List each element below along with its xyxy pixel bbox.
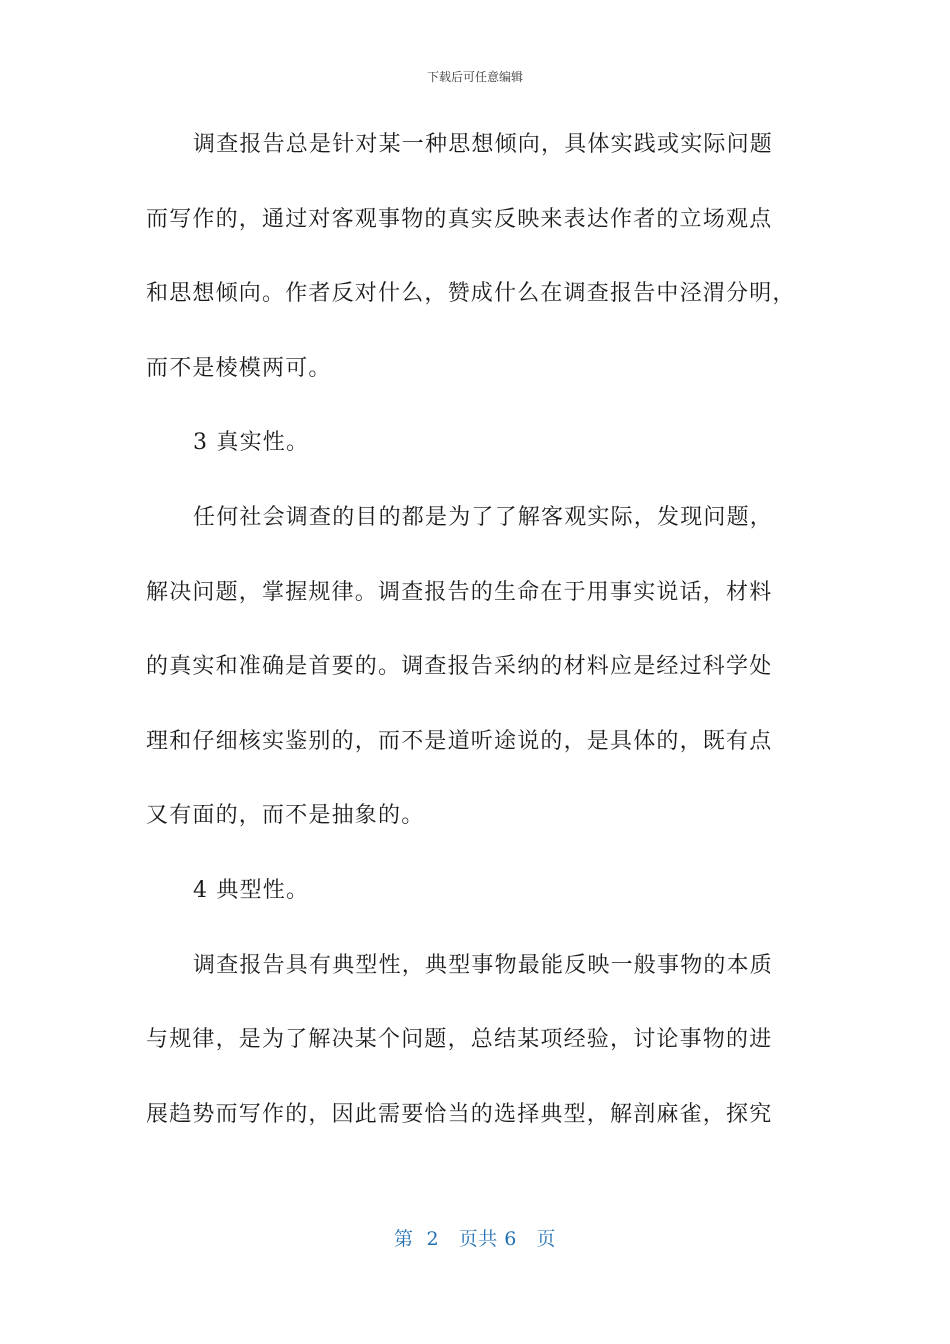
body-line: 解决问题，掌握规律。调查报告的生命在于用事实说话，材料 — [146, 579, 773, 605]
body-line: 而不是棱模两可。 — [146, 355, 332, 381]
body-line: 调查报告具有典型性，典型事物最能反映一般事物的本质 — [193, 952, 774, 978]
header-note: 下载后可任意编辑 — [426, 70, 523, 84]
body-line: 调查报告总是针对某一种思想倾向，具体实践或实际问题 — [193, 132, 774, 157]
body-line: 理和仔细核实鉴别的，而不是道听途说的，是具体的，既有点 — [146, 728, 773, 754]
body-line: 而写作的，通过对客观事物的真实反映来表达作者的立场观点 — [146, 206, 773, 232]
body-line: 展趋势而写作的，因此需要恰当的选择典型，解剖麻雀，探究 — [146, 1101, 773, 1127]
section-heading: 3 真实性。 — [193, 430, 310, 456]
body-line: 的真实和准确是首要的。调查报告采纳的材料应是经过科学处 — [146, 654, 773, 680]
body-line: 和思想倾向。作者反对什么，赞成什么在调查报告中泾渭分明， — [146, 281, 796, 307]
body-line: 与规律，是为了解决某个问题，总结某项经验，讨论事物的进 — [146, 1027, 773, 1053]
body-line: 任何社会调查的目的都是为了了解客观实际，发现问题， — [193, 504, 774, 530]
section-heading: 4 典型性。 — [193, 877, 310, 903]
body-line: 又有面的，而不是抽象的。 — [146, 803, 425, 829]
document-body — [146, 126, 806, 1170]
page-number: 第 2 页共 6 页 — [393, 1228, 557, 1250]
